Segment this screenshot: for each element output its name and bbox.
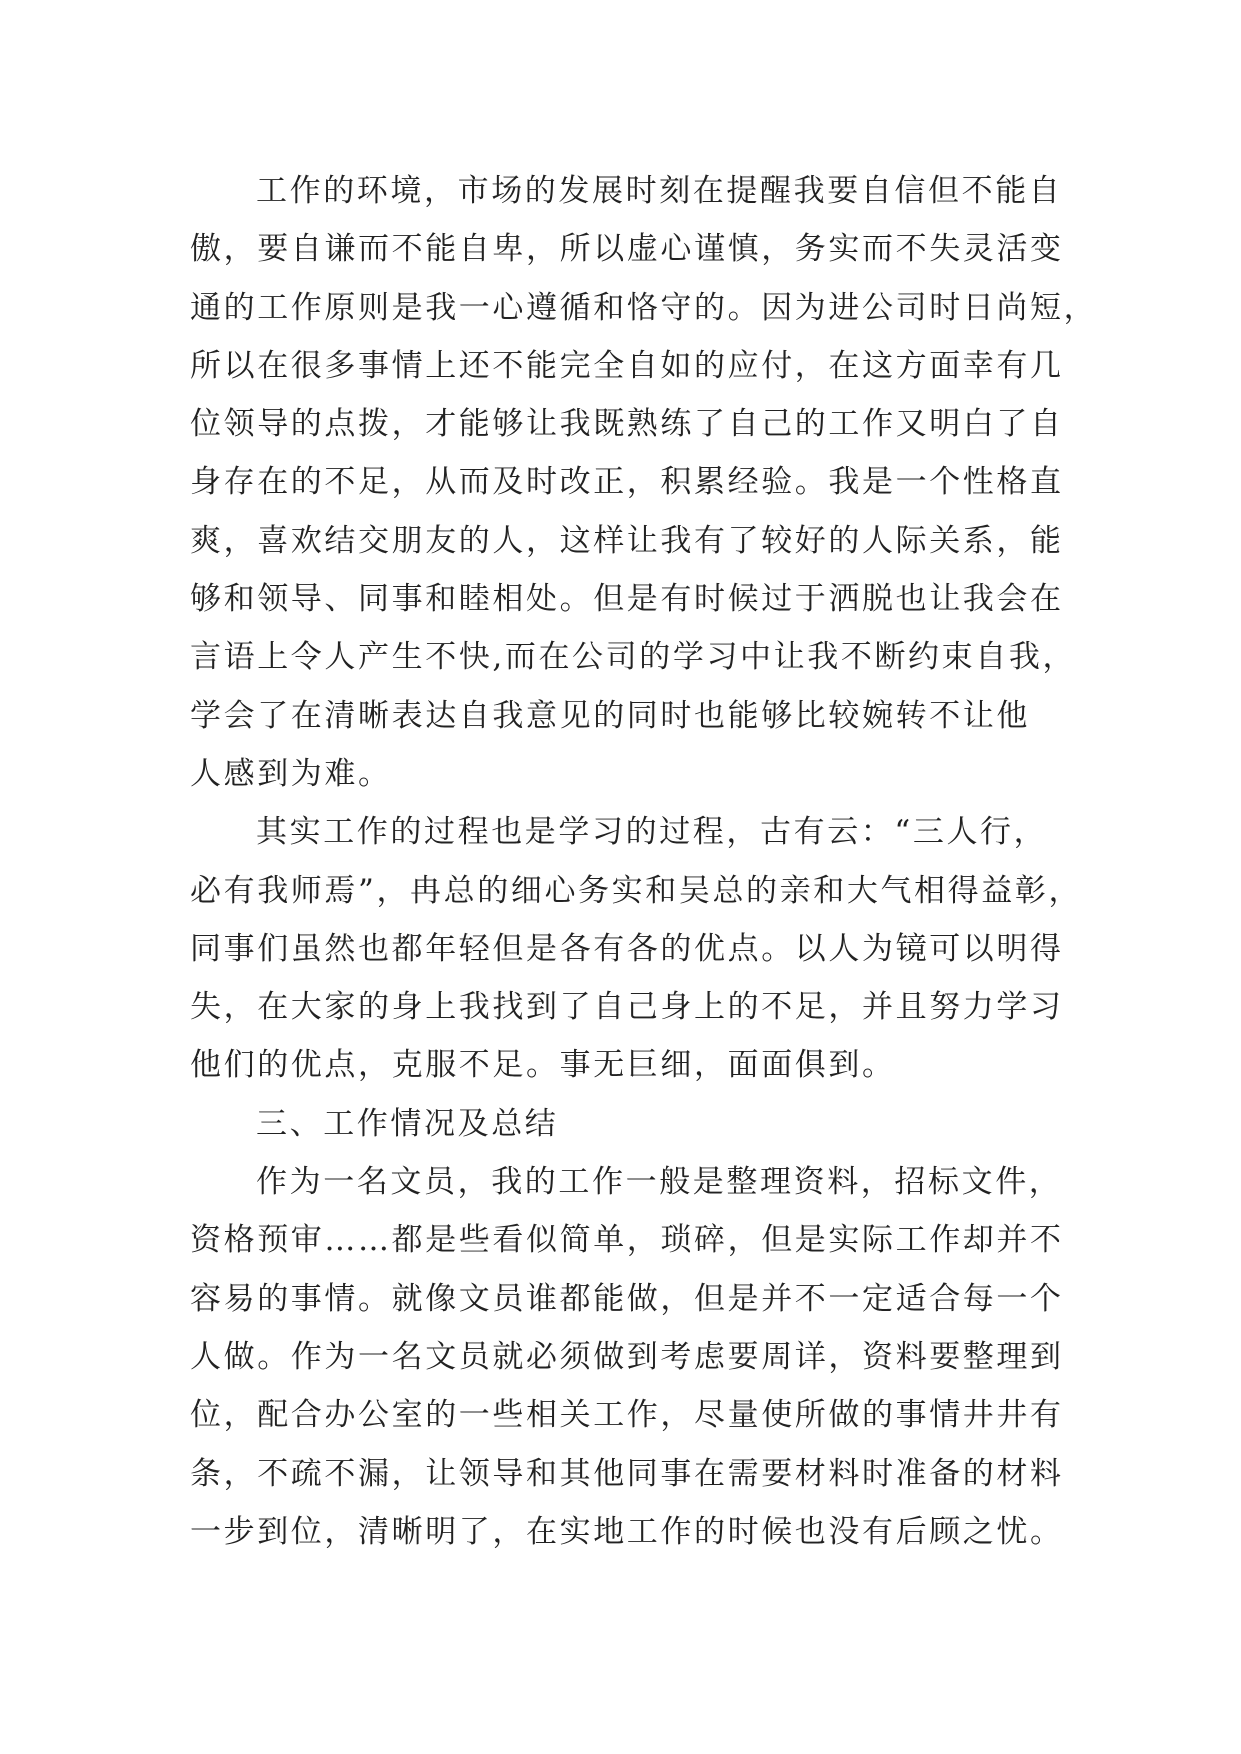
- text-line: 言语上令人产生不快,而在公司的学习中让我不断约束自我，: [190, 639, 1077, 676]
- text-line: 够和领导、同事和睦相处。但是有时候过于洒脱也让我会在: [190, 581, 1064, 618]
- text-line: 傲，要自谦而不能自卑，所以虚心谨慎，务实而不失灵活变: [190, 231, 1064, 268]
- text-line: 必有我师焉”，冉总的细心务实和吴总的亲和大气相得益彰，: [190, 872, 1083, 909]
- text-line: 通的工作原则是我一心遵循和恪守的。因为进公司时日尚短，: [190, 289, 1098, 326]
- paragraph-work-summary: [190, 1153, 1090, 1561]
- document-body: [190, 162, 1098, 1561]
- paragraph-work-environment: [190, 162, 1098, 803]
- paragraph-learning-process: [190, 803, 1090, 1094]
- text-line: 位，配合办公室的一些相关工作，尽量使所做的事情井井有: [190, 1397, 1064, 1434]
- text-line: 爽，喜欢结交朋友的人，这样让我有了较好的人际关系，能: [190, 522, 1064, 559]
- text-line: 学会了在清晰表达自我意见的同时也能够比较婉转不让他: [190, 697, 1030, 734]
- text-line: 所以在很多事情上还不能完全自如的应付，在这方面幸有几: [190, 347, 1064, 384]
- text-line: 条，不疏不漏，让领导和其他同事在需要材料时准备的材料: [190, 1455, 1064, 1492]
- text-line: 人感到为难。: [190, 755, 392, 792]
- section-heading: [190, 1095, 1090, 1153]
- text-line: 一步到位，清晰明了，在实地工作的时候也没有后顾之忧。: [190, 1513, 1064, 1550]
- text-line: 他们的优点，克服不足。事无巨细，面面俱到。: [190, 1047, 896, 1084]
- text-line: 人做。作为一名文员就必须做到考虑要周详，资料要整理到: [190, 1338, 1064, 1375]
- text-line: 位领导的点拨，才能够让我既熟练了自己的工作又明白了自: [190, 406, 1064, 443]
- text-line: 身存在的不足，从而及时改正，积累经验。我是一个性格直: [190, 464, 1064, 501]
- text-line: 同事们虽然也都年轻但是各有各的优点。以人为镜可以明得: [190, 930, 1064, 967]
- text-line: 资格预审……都是些看似简单，琐碎，但是实际工作却并不: [190, 1222, 1064, 1259]
- text-line: 工作的环境，市场的发展时刻在提醒我要自信但不能自: [256, 173, 1063, 209]
- text-line: 失，在大家的身上我找到了自己身上的不足，并且努力学习: [190, 989, 1064, 1026]
- text-line: 其实工作的过程也是学习的过程，古有云：“三人行，: [256, 814, 1048, 851]
- text-line: 容易的事情。就像文员谁都能做，但是并不一定适合每一个: [190, 1280, 1064, 1317]
- section-heading-text: 三、工作情况及总结: [256, 1105, 559, 1142]
- text-line: 作为一名文员，我的工作一般是整理资料，招标文件，: [256, 1164, 1063, 1201]
